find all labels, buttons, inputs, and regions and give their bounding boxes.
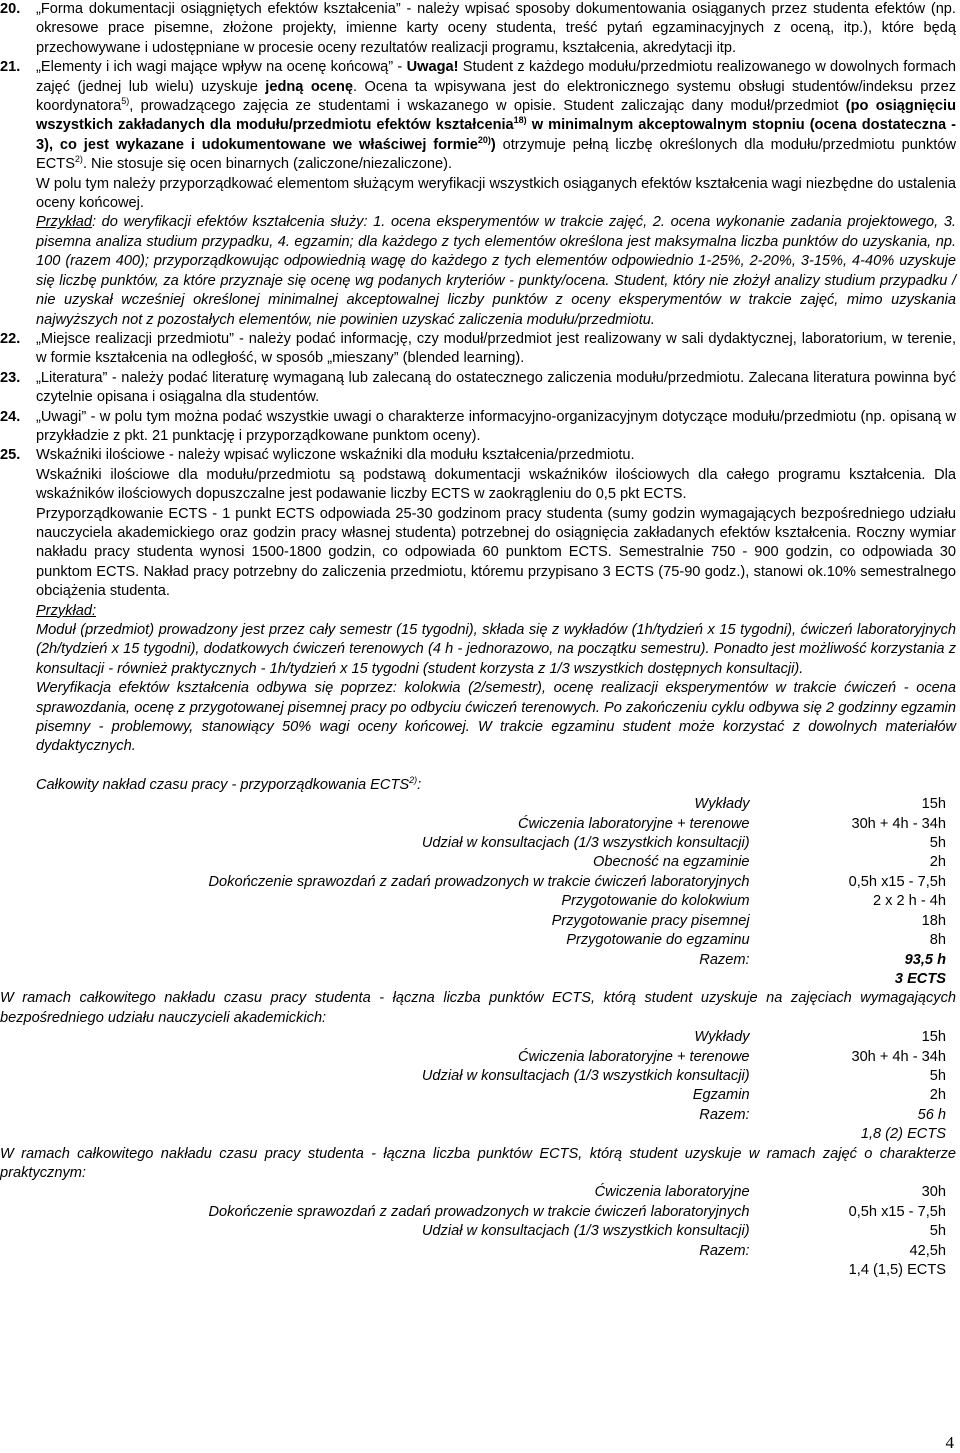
table-row: Udział w konsultacjach (1/3 wszystkich konsultacji) 5h xyxy=(421,835,946,852)
item-25-example-1: Moduł (przedmiot) prowadzony jest przez cały semestr (15 tygodni), składa się z wykładów (1h/tydzień x 15 tygodni), ćwiczeń laboratoryjnych (2h/tydzień x 15 tygodni), dodatkowych ćwiczeń terenowych (4 h - jednorazowo, na początku semestru). Ponadto jest możliwość korzystania z konsultacji - również praktycznych - 1h/tydzień x 15 tygodni (student korzysta z 1/3 wszystkich dostępnych konsultacji). xyxy=(36,622,956,677)
item-25-example-label: Przykład: xyxy=(36,602,97,619)
item-23 xyxy=(0,369,960,408)
item-24 xyxy=(0,408,960,447)
item-number: 20. xyxy=(0,1,21,17)
table-row: Udział w konsultacjach (1/3 wszystkich konsultacji) 5h xyxy=(421,1223,946,1240)
item-22 xyxy=(0,330,960,369)
item-24-text: „Uwagi” - w polu tym można podać wszystkie uwagi o charakterze informacyjno-organizacyjnym dotyczące modułu/przedmiotu (np. opisaną w przykładzie z pkt. 21 punktację i przyporządkowane punktom oceny). xyxy=(36,408,956,444)
item-25-paragraph-3: Przyporządkowanie ECTS - 1 punkt ECTS odpowiada 25-30 godzinom pracy studenta (sumy godzin wymagających bezpośredniego udziału nauczyciela akademickiego oraz godzin pracy własnej studenta) potrzebnej do osiągnięcia zakładanych efektów kształcenia. Roczny wymiar nakładu pracy studenta wynosi 1500-1800 godzin, co odpowiada 60 punktom ECTS. Semestralnie 750 - 900 godzin, co odpowiada 30 punktom ECTS. Nakład pracy potrzebny do zaliczenia przedmiotu, któremu przypisano 3 ECTS (75-90 godz.), stanowi ok.10% semestralnego obciążenia studenta. xyxy=(36,505,956,600)
item-20 xyxy=(0,0,960,58)
item-25 xyxy=(0,446,960,757)
item-number: 24. xyxy=(0,408,21,425)
table-row: Przygotowanie pracy pisemnej 18h xyxy=(551,912,946,929)
table-row: Egzamin 2h xyxy=(692,1087,946,1104)
page-number: 4 xyxy=(945,1433,954,1452)
table-row: Ćwiczenia laboratoryjne 30h xyxy=(594,1184,946,1201)
table-row: Obecność na egzaminie 2h xyxy=(592,854,946,871)
table-row: Wykłady 15h xyxy=(694,796,946,813)
item-number: 21. xyxy=(0,59,21,76)
item-number: 22. xyxy=(0,330,21,347)
workload-table xyxy=(36,795,946,989)
table-row: Dokończenie sprawozdań z zadań prowadzonych w trakcie ćwiczeń laboratoryjnych 0,5h x15 - 7,5h xyxy=(208,1203,946,1220)
practical-table xyxy=(36,1183,946,1280)
table-row: Ćwiczenia laboratoryjne + terenowe 30h + 4h - 34h xyxy=(517,815,946,832)
item-number: 25. xyxy=(0,447,21,464)
item-25-paragraph-2: Wskaźniki ilościowe dla modułu/przedmiotu są podstawą dokumentacji wskaźników ilościowych dla całego programu kształcenia. Dla wskaźników ilościowych dopuszczalne jest podawanie liczby ECTS w zaokrągleniu do 0,5 pkt ECTS. xyxy=(36,466,956,503)
item-25-text: Wskaźniki ilościowe - należy wpisać wyliczone wskaźniki dla modułu kształcenia/przedmiotu. xyxy=(36,447,635,464)
contact-table xyxy=(36,1028,946,1144)
item-20-text: „Forma dokumentacji osiągniętych efektów kształcenia” - należy wpisać sposoby dokumentowania osiąganych przez studenta efektów (np. okresowe prace pisemne, złożone projekty, imienne karty oceny studenta, treść pytań egzaminacyjnych z oceną, itp.), które będą przechowywane i udostępniane w procesie oceny rezultatów realizacji programu, kształcenia, akredytacji itp. xyxy=(36,1,956,56)
item-21-example: Przykład: do weryfikacji efektów kształcenia służy: 1. ocena eksperymentów w trakcie zajęć, 2. ocena wykonanie zadania projektowego, 3. pisemna analiza studium przypadku, 4. egzamin; dla każdego z tych elementów określona jest maksymalna liczba punktów do uzyskania, np. 100 (razem 400); przyporządkowując odpowiednią wagę do każdego z tych elementów odpowiednio 1-25%, 2-20%, 3-15%, 4-40% uzyskuje się liczbę punktów, za które przyznaje się ocenę wg podanych kryteriów - punkty/ocena. Student, który nie złożył analizy studium przypadku / nie uzyskał wcześniej określonej minimalnej akceptowalnej liczby punktów z oceny eksperymentów w trakcie zajęć, mimo uzyskania najwyższych not z pozostałych elementów, nie powinien uzyskać zaliczenia modułu/przedmiotu. xyxy=(36,214,956,328)
item-22-text: „Miejsce realizacji przedmiotu” - należy podać informację, czy moduł/przedmiot jest realizowany w sali dydaktycznej, laboratorium, w terenie, w formie kształcenia na odległość, w sposób „mieszany” (blended learning). xyxy=(36,330,956,367)
table-row: Udział w konsultacjach (1/3 wszystkich konsultacji) 5h xyxy=(421,1067,946,1084)
total-row: Razem: 42,5h xyxy=(699,1242,946,1259)
item-21-paragraph-2: W polu tym należy przyporządkować elementom służącym weryfikacji wszystkich osiąganych efektów kształcenia wagi niezbędne do ustalenia oceny końcowej. xyxy=(36,175,956,212)
table-row: Przygotowanie do egzaminu 8h xyxy=(566,932,946,949)
item-number: 23. xyxy=(0,369,21,386)
total-row: Razem: 56 h xyxy=(699,1106,946,1123)
item-25-example-2: Weryfikacja efektów kształcenia odbywa się poprzez: kolokwia (2/semestr), ocenę realizacji eksperymentów w trakcie ćwiczeń - ocena sprawozdania, ocenę z przygotowanej pisemnej pracy po odbyciu ćwiczeń terenowych. Po zakończeniu cyklu odbywa się 2 godzinny egzamin pisemny - problemowy, stanowiący 50% wagi oceny końcowej. W trakcie egzaminu student może korzystać z dowolnych materiałów dydaktycznych. xyxy=(36,680,956,755)
ects-row: 1,8 (2) ECTS xyxy=(860,1126,946,1143)
item-23-text: „Literatura” - należy podać literaturę wymaganą lub zalecaną do ostatecznego zaliczenia modułu/przedmiotu. Zalecana literatura powinna być czytelnie opisana i osiągalna dla studentów. xyxy=(36,369,956,406)
item-21-text: „Elementy i ich wagi mające wpływ na ocenę końcową” - Uwaga! Student z każdego modułu/przedmiotu realizowanego w dowolnych formach zajęć (jednej lub wielu) uzyskuje jedną ocenę. Ocena ta wpisywana jest do elektronicznego systemu obsługi studentów/indeksu przez koordynatora$^{5)}$, prowadzącego zajęcia ze studentami i wskazanego w opisie. Student zaliczając dany moduł/przedmiot (po osiągnięciu wszystkich zakładanych dla modułu/przedmiotu efektów kształcenia$^{18)}$ w minimalnym akceptowalnym stopniu (ocena dostateczna - 3), co jest wykazane i udokumentowane we właściwej formie$^{20)}$) otrzymuje pełną liczbę określonych dla modułu/przedmiotu punktów ECTS$^{2)}$. Nie stosuje się ocen binarnych (zaliczone/niezaliczone). xyxy=(36,59,957,173)
contact-heading: W ramach całkowitego nakładu czasu pracy studenta - łączna liczba punktów ECTS, którą student uzyskuje na zajęciach wymagających bezpośredniego udziału nauczycieli akademickich: xyxy=(0,990,956,1026)
practical-heading: W ramach całkowitego nakładu czasu pracy studenta - łączna liczba punktów ECTS, którą student uzyskuje w ramach zajęć o charakterze praktycznym: xyxy=(0,1145,956,1181)
ects-row: 1,4 (1,5) ECTS xyxy=(848,1262,946,1278)
table-row: Przygotowanie do kolokwium 2 x 2 h - 4h xyxy=(561,893,946,910)
workload-heading: Całkowity nakład czasu pracy - przyporządkowania ECTS$^{2)}$: xyxy=(36,774,422,793)
total-row: Razem: 93,5 h xyxy=(699,951,946,968)
table-row: Dokończenie sprawozdań z zadań prowadzonych w trakcie ćwiczeń laboratoryjnych 0,5h x15 - 7,5h xyxy=(208,873,946,890)
table-row: Ćwiczenia laboratoryjne + terenowe 30h + 4h - 34h xyxy=(517,1048,946,1065)
table-row: Wykłady 15h xyxy=(694,1029,946,1046)
item-21 xyxy=(0,58,960,330)
ects-row: 3 ECTS xyxy=(894,970,946,987)
